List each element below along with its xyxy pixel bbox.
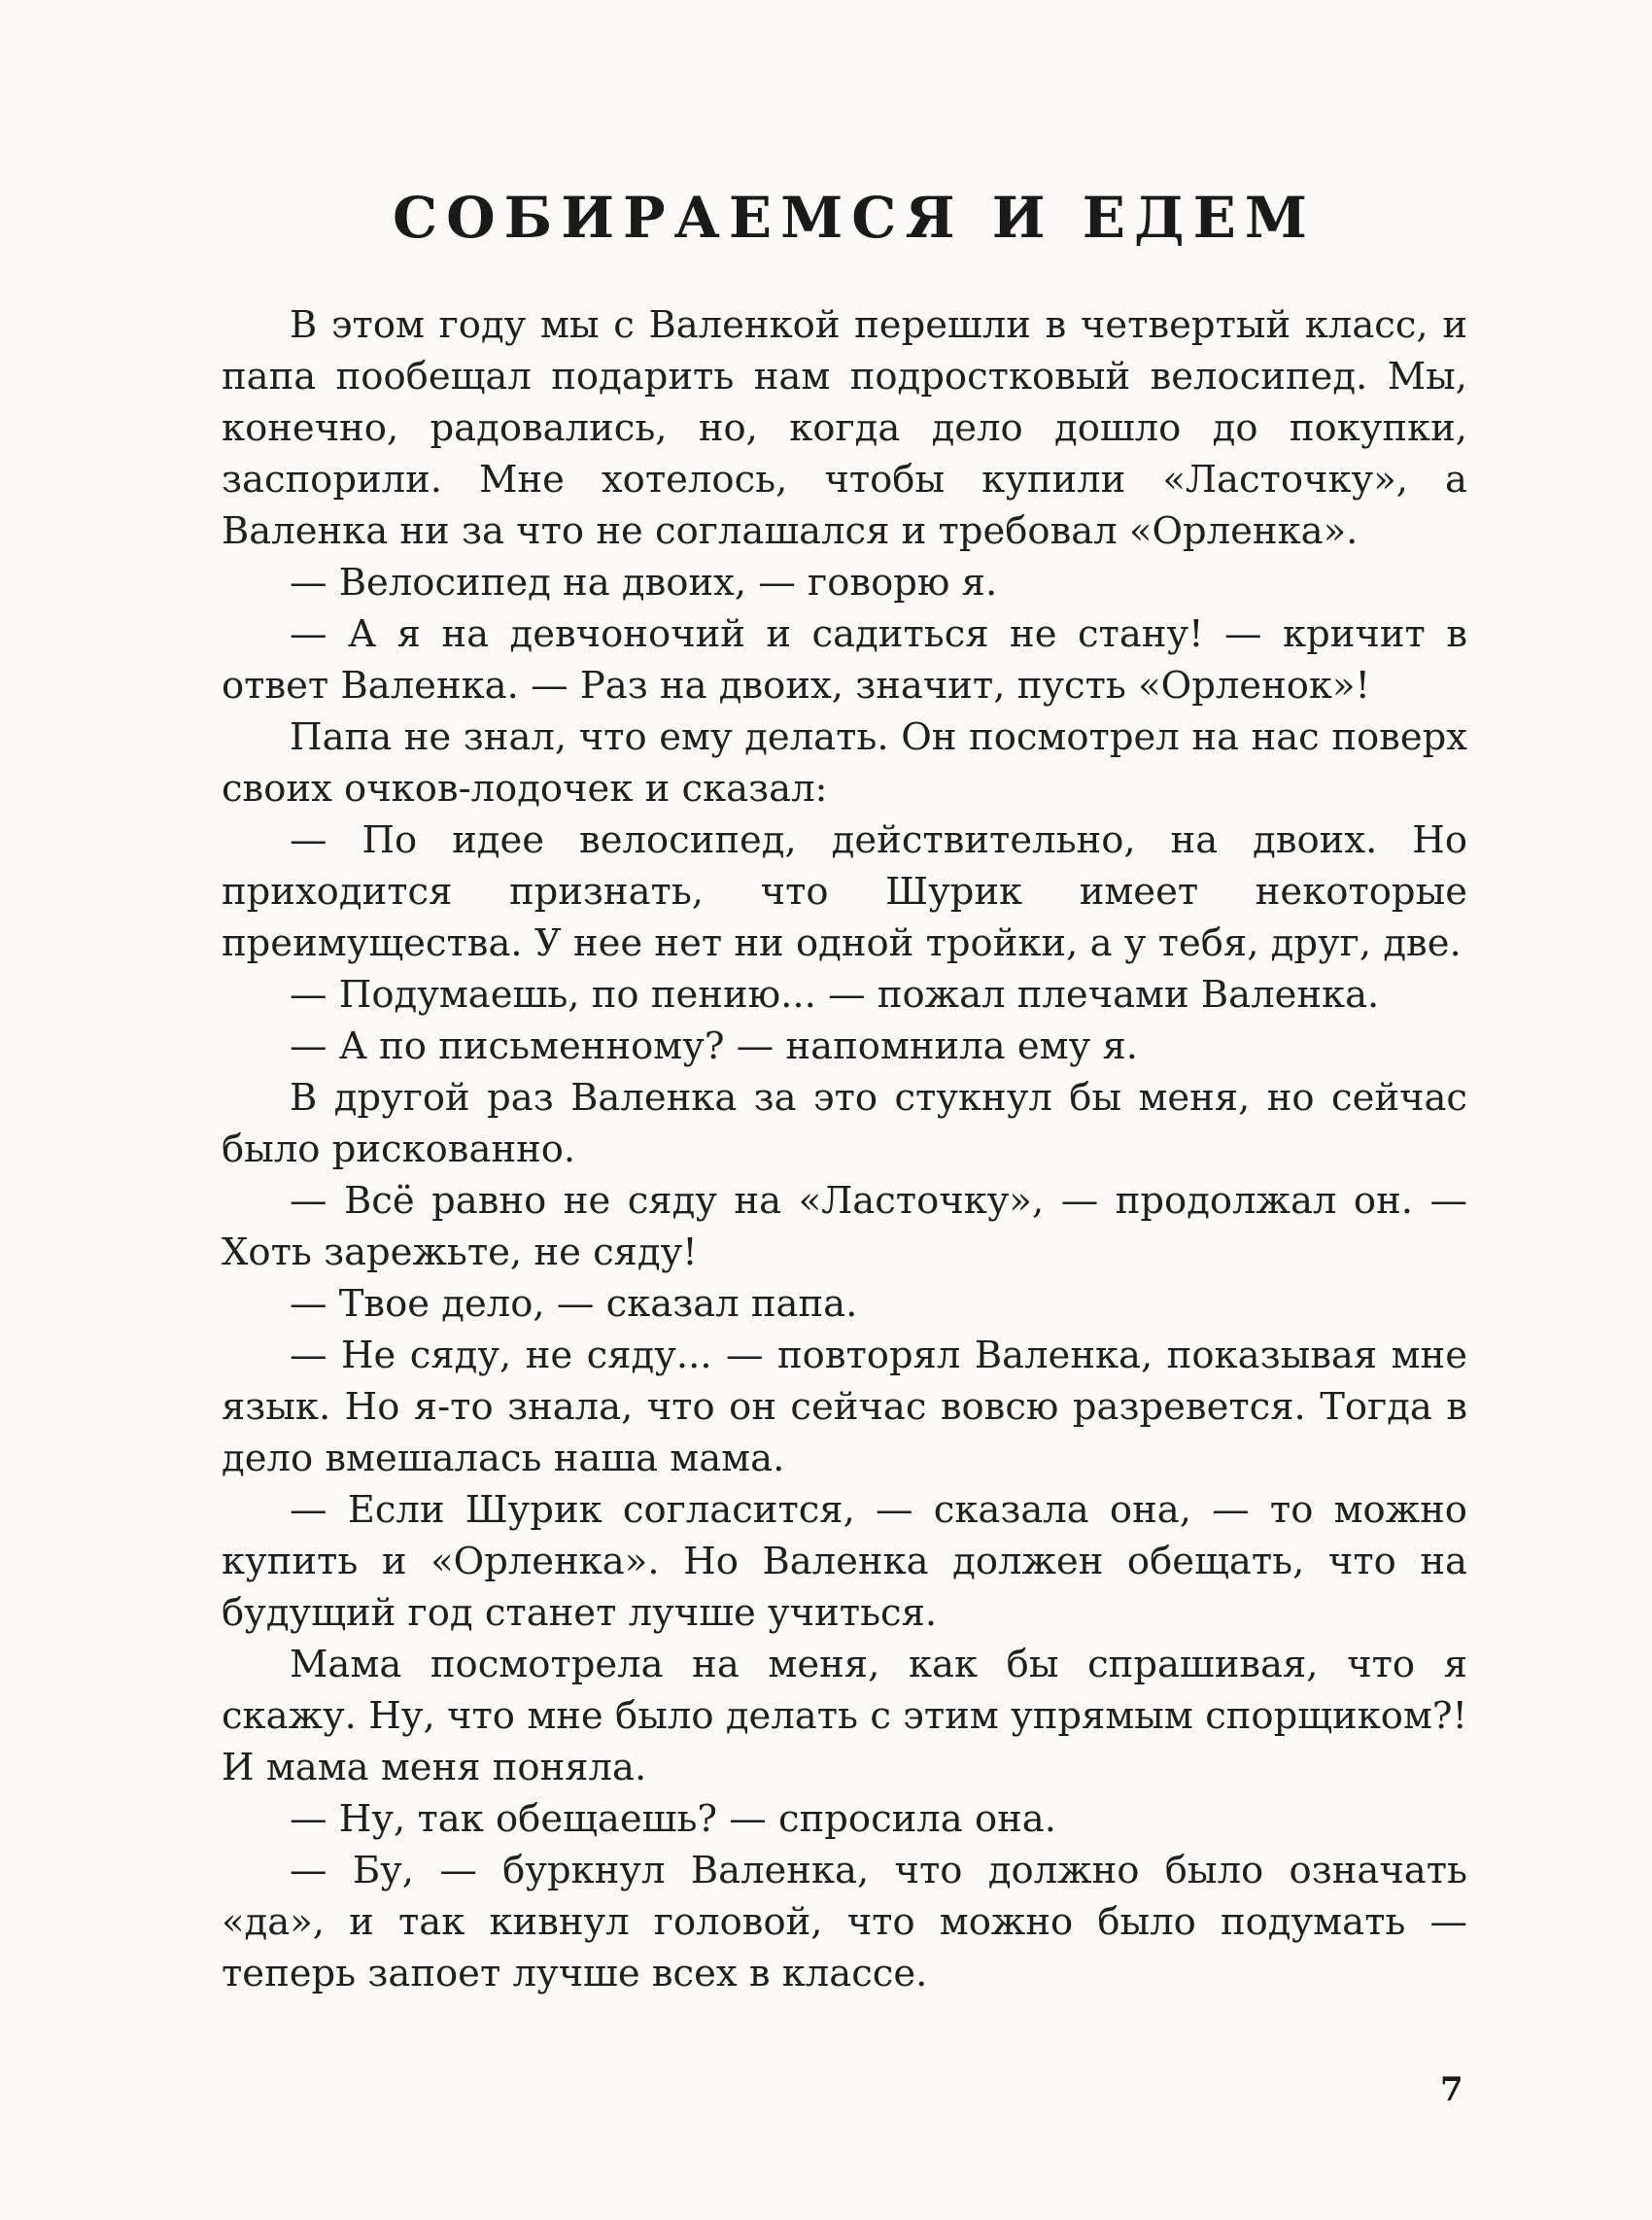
paragraph: — Ну, так обещаешь? — спросила она. (290, 1797, 1056, 1841)
paragraph: В этом году мы с Валенкой перешли в четвертый класс, и папа пообещал подарить нам подростковый велосипед. Мы, конечно, радовались, но, когда дело дошло до покупки, заспорили. Мне хотелось, чтобы купили «Ласточку», а Валенка ни за что не соглашался и требовал «Орленка». (222, 303, 1467, 553)
paragraph: — Твое дело, — сказал папа. (290, 1282, 858, 1326)
paragraph: — Бу, — буркнул Валенка, что должно было означать «да», и так кивнул головой, что можно было подумать — теперь запоет лучше всех в классе. (222, 1849, 1467, 1995)
chapter-text (222, 299, 1467, 1999)
page-number: 7 (1440, 2070, 1463, 2109)
paragraph: — А по письменному? — напомнила ему я. (290, 1024, 1139, 1068)
paragraph: — Подумаешь, по пению... — пожал плечами Валенка. (290, 973, 1380, 1017)
chapter-title: СОБИРАЕМСЯ И ЕДЕМ (393, 185, 1316, 251)
paragraph: Мама посмотрела на меня, как бы спрашивая, что я скажу. Ну, что мне было делать с этим упрямым спорщиком?! И мама меня поняла. (222, 1643, 1467, 1789)
paragraph: — По идее велосипед, действительно, на двоих. Но приходится признать, что Шурик имеет некоторые преимущества. У нее нет ни одной тройки, а у тебя, друг, две. (222, 818, 1467, 965)
paragraph: Папа не знал, что ему делать. Он посмотрел на нас поверх своих очков-лодочек и сказал: (222, 715, 1467, 811)
page-content (222, 185, 1467, 1999)
paragraph: В другой раз Валенка за это стукнул бы меня, но сейчас было рискованно. (222, 1076, 1467, 1171)
paragraph: — Велосипед на двоих, — говорю я. (290, 561, 998, 605)
paragraph: — Если Шурик согласится, — сказала она, — то можно купить и «Орленка». Но Валенка должен обещать, что на будущий год станет лучше учиться. (222, 1488, 1467, 1635)
paragraph: — А я на девчоночий и садиться не стану! — кричит в ответ Валенка. — Раз на двоих, значит, пусть «Орленок»! (222, 612, 1467, 708)
paragraph: — Не сяду, не сяду... — повторял Валенка, показывая мне язык. Но я-то знала, что он сейчас вовсю разревется. Тогда в дело вмешалась наша мама. (222, 1334, 1467, 1480)
paragraph: — Всё равно не сяду на «Ласточку», — продолжал он. — Хоть зарежьте, не сяду! (222, 1179, 1467, 1274)
